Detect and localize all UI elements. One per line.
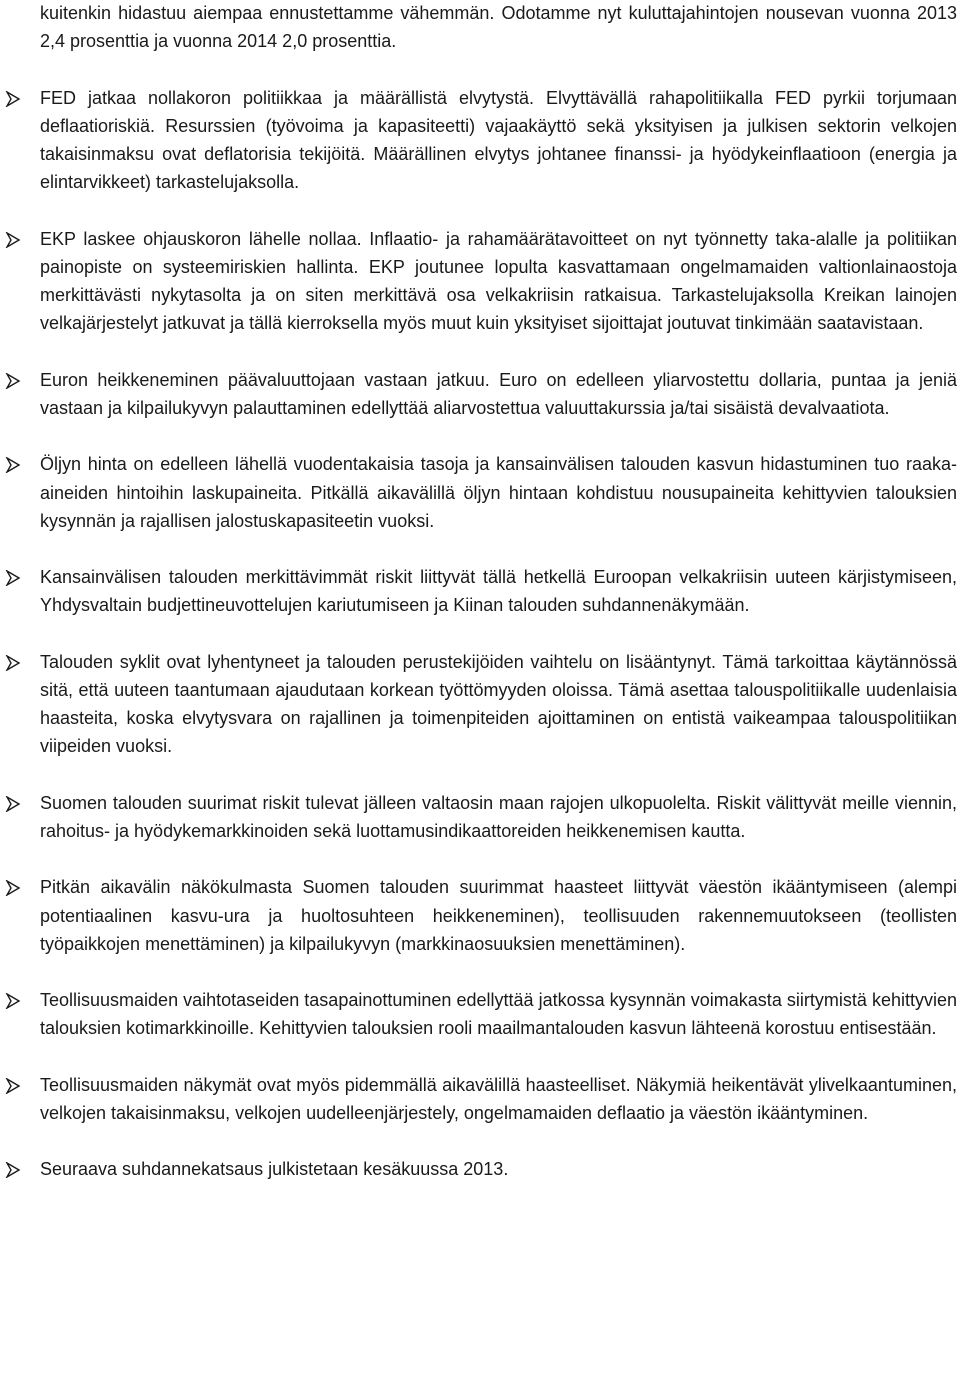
arrow-bullet-icon (5, 373, 21, 389)
arrow-bullet-icon (5, 1078, 21, 1094)
list-item-text: Teollisuusmaiden näkymät ovat myös pidemmällä aikavälillä haasteelliset. Näkymiä heikentävät ylivelkaantuminen, velkojen takaisinmaksu, velkojen uudelleenjärjestely, ongelmamaiden deflaatio ja väestön ikääntyminen. (40, 1074, 957, 1123)
arrow-bullet-icon (5, 796, 21, 812)
list-item-text: Suomen talouden suurimat riskit tulevat jälleen valtaosin maan rajojen ulkopuolelta. Riskit välittyvät meille viennin, rahoitus- ja hyödykemarkkinoiden sekä luottamusindikaattoreiden heikkenemisen kautta. (40, 792, 957, 841)
arrow-bullet-icon (5, 880, 21, 896)
list-item-text: EKP laskee ohjauskoron lähelle nollaa. Inflaatio- ja rahamäärätavoitteet on nyt työnnetty taka-alalle ja politiikan painopiste on systeemiriskien hallinta. EKP joutunee lopulta kasvattamaan ongelmamaiden valtionlainaostoja merkittävästi nykytasolta ja on siten merkittävä osa velkakriisin ratkaisua. Tarkastelujaksolla Kreikan lainojen velkajärjestelyt jatkuvat ja tällä kierroksella myös muut kuin yksityiset sijoittajat joutuvat tinkimään saatavistaan. (40, 228, 957, 334)
intro-paragraph: kuitenkin hidastuu aiempaa ennustettamme vähemmän. Odotamme nyt kuluttajahintojen nousevan vuonna 2013 2,4 prosenttia ja vuonna 2014 2,0 prosenttia. (40, 3, 957, 52)
list-item (40, 789, 957, 845)
arrow-bullet-icon (5, 570, 21, 586)
list-item (40, 873, 957, 958)
arrow-bullet-icon (5, 1162, 21, 1178)
list-item-text: Euron heikkeneminen päävaluuttojaan vastaan jatkuu. Euro on edelleen yliarvostettu dollaria, puntaa ja jeniä vastaan ja kilpailukyvyn palauttaminen edellyttää aliarvostettua valuuttakurssia ja/tai sisäistä devalvaatiota. (40, 369, 957, 418)
list-item (40, 366, 957, 422)
list-item-text: Seuraava suhdannekatsaus julkistetaan kesäkuussa 2013. (40, 1159, 509, 1180)
list-item-text: Öljyn hinta on edelleen lähellä vuodentakaisia tasoja ja kansainvälisen talouden kasvun hidastuminen tuo raaka-aineiden hintoihin laskupaineita. Pitkällä aikavälillä öljyn hintaan kohdistuu nousupaineita kehittyvien talouksien kysynnän ja rajallisen jalostuskapasiteetin vuoksi. (40, 454, 957, 531)
list-item-text: Pitkän aikavälin näkökulmasta Suomen talouden suurimmat haasteet liittyvät väestön ikääntymiseen (alempi potentiaalinen kasvu-ura ja huoltosuhteen heikkeneminen), teollisuuden rakennemuutokseen (teollisten työpaikkojen menettäminen) ja kilpailukyvyn (markkinaosuuksien menettäminen). (40, 877, 957, 954)
list-item-text: FED jatkaa nollakoron politiikkaa ja määrällistä elvytystä. Elvyttävällä rahapolitiikalla FED pyrkii torjumaan deflaatioriskiä. Resurssien (työvoima ja kapasiteetti) vajaakäyttö sekä yksityisen ja julkisen sektorin velkojen takaisinmaksu ovat deflatorisia tekijöitä. Määrällinen elvytys johtanee finanssi- ja hyödykeinflaatioon (energia ja elintarvikkeet) tarkastelujaksolla. (40, 87, 957, 193)
arrow-bullet-icon (5, 457, 21, 473)
list-item (40, 986, 957, 1042)
list-item (40, 563, 957, 619)
arrow-bullet-icon (5, 232, 21, 248)
list-item (40, 648, 957, 761)
arrow-bullet-icon (5, 91, 21, 107)
list-item-text: Kansainvälisen talouden merkittävimmät riskit liittyvät tällä hetkellä Euroopan velkakriisin uuteen kärjistymiseen, Yhdysvaltain budjettineuvottelujen kariutumiseen ja Kiinan talouden suhdannenäkymään. (40, 567, 957, 616)
document-page (40, 0, 957, 1184)
list-item (40, 1071, 957, 1127)
list-item-text: Teollisuusmaiden vaihtotaseiden tasapainottuminen edellyttää jatkossa kysynnän voimakasta siirtymistä kehittyvien talouksien kotimarkkinoille. Kehittyvien talouksien rooli maailmantalouden kasvun lähteenä korostuu entisestään. (40, 990, 957, 1039)
list-item (40, 225, 957, 338)
list-item (40, 1155, 957, 1183)
list-item-text: Talouden syklit ovat lyhentyneet ja talouden perustekijöiden vaihtelu on lisääntynyt. Tämä tarkoittaa käytännössä sitä, että uuteen taantumaan ajaudutaan korkean työttömyyden oloissa. Tämä asettaa talouspolitiikalle uudenlaisia haasteita, koska elvytysvara on rajallinen ja toimenpiteiden ajoittaminen on entistä vaikeampaa talouspolitiikan viipeiden vuoksi. (40, 651, 957, 757)
list-item (40, 450, 957, 535)
arrow-bullet-icon (5, 655, 21, 671)
arrow-bullet-icon (5, 993, 21, 1009)
list-item (40, 84, 957, 197)
